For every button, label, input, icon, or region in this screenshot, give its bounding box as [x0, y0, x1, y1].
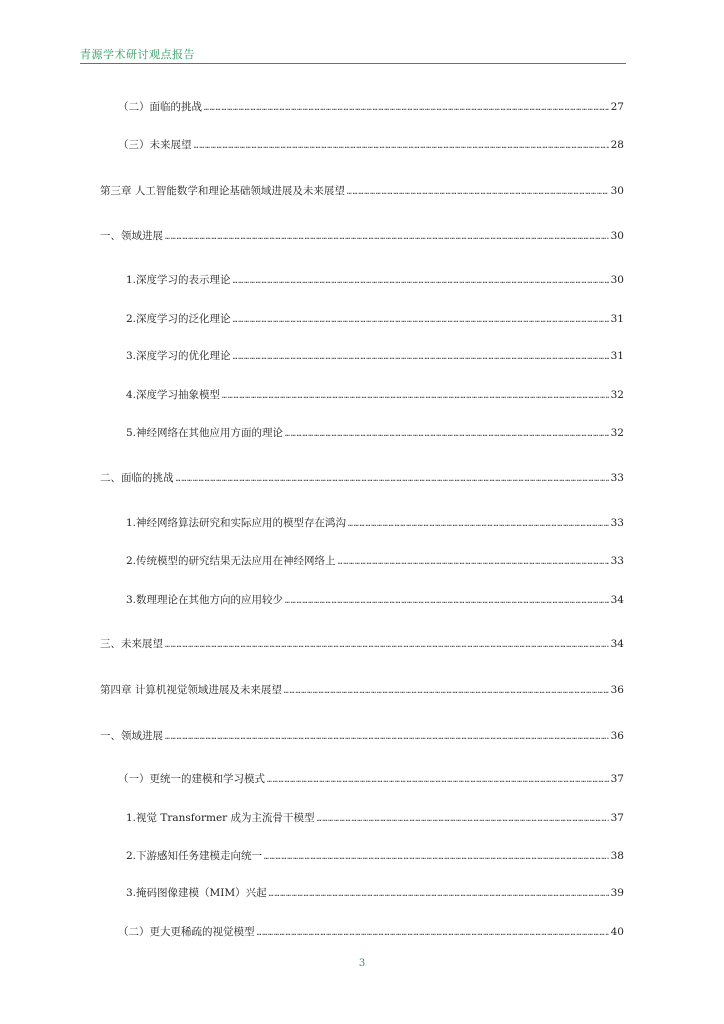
toc-entry[interactable] — [126, 811, 624, 826]
toc-entry-label: （三）未来展望 — [118, 139, 192, 151]
toc-leader-dots — [348, 517, 609, 531]
toc-entry-label: 3.深度学习的优化理论 — [126, 350, 231, 362]
toc-leader-dots — [165, 230, 609, 244]
toc-entry[interactable] — [100, 683, 624, 698]
toc-entry-page: 32 — [610, 389, 624, 401]
toc-leader-dots — [233, 313, 609, 327]
toc-leader-dots — [165, 730, 609, 744]
toc-leader-dots — [233, 274, 609, 288]
toc-entry-page: 33 — [610, 517, 624, 529]
toc-entry[interactable] — [118, 100, 624, 115]
toc-entry-label: 一、领域进展 — [100, 730, 163, 742]
toc-entry-page: 30 — [610, 230, 624, 242]
toc-entry-page: 32 — [610, 427, 624, 439]
toc-entry-page: 36 — [610, 730, 624, 742]
toc-entry[interactable] — [126, 388, 624, 403]
toc-entry-page: 40 — [610, 926, 624, 938]
toc-entry-page: 31 — [610, 350, 624, 362]
toc-leader-dots — [347, 185, 609, 199]
toc-entry-page: 27 — [610, 101, 624, 113]
toc-entry-label: （一）更统一的建模和学习模式 — [118, 773, 265, 785]
toc-leader-dots — [165, 638, 609, 652]
toc-entry[interactable] — [126, 516, 624, 531]
toc-entry-page: 37 — [610, 812, 624, 824]
toc-entry[interactable] — [100, 184, 624, 199]
toc-leader-dots — [257, 926, 609, 940]
toc-entry-page: 34 — [610, 594, 624, 606]
toc-entry[interactable] — [100, 729, 624, 744]
toc-entry-label: 2.下游感知任务建模走向统一 — [126, 850, 263, 862]
toc-entry[interactable] — [118, 925, 624, 940]
toc-entry[interactable] — [126, 349, 624, 364]
toc-entry-label: （二）更大更稀疏的视觉模型 — [118, 926, 255, 938]
toc-entry-page: 33 — [610, 472, 624, 484]
toc-entry[interactable] — [126, 849, 624, 864]
toc-entry[interactable] — [126, 554, 624, 569]
toc-entry-page: 39 — [610, 887, 624, 899]
page-number: 3 — [358, 958, 366, 969]
toc-leader-dots — [267, 773, 609, 787]
toc-leader-dots — [176, 472, 609, 486]
toc-entry[interactable] — [126, 273, 624, 288]
toc-entry-page: 28 — [610, 139, 624, 151]
toc-entry-label: （二）面临的挑战 — [118, 101, 202, 113]
toc-entry[interactable] — [100, 229, 624, 244]
toc-entry-page: 33 — [610, 555, 624, 567]
toc-entry-page: 36 — [610, 684, 624, 696]
toc-entry-label: 1.神经网络算法研究和实际应用的模型存在鸿沟 — [126, 517, 347, 529]
toc-entry-label: 1.深度学习的表示理论 — [126, 274, 231, 286]
toc-leader-dots — [269, 887, 609, 901]
toc-entry-label: 4.深度学习抽象模型 — [126, 389, 221, 401]
toc-leader-dots — [284, 684, 609, 698]
toc-entry[interactable] — [126, 593, 624, 608]
toc-leader-dots — [338, 555, 609, 569]
toc-entry-label: 1.视觉 Transformer 成为主流骨干模型 — [126, 812, 315, 824]
toc-leader-dots — [285, 427, 609, 441]
toc-entry[interactable] — [126, 886, 624, 901]
toc-entry[interactable] — [126, 426, 624, 441]
toc-entry[interactable] — [126, 312, 624, 327]
toc-entry[interactable] — [118, 138, 624, 153]
toc-entry[interactable] — [100, 471, 624, 486]
toc-entry-label: 第三章 人工智能数学和理论基础领域进展及未来展望 — [100, 185, 345, 197]
toc-leader-dots — [317, 812, 609, 826]
toc-entry-page: 34 — [610, 638, 624, 650]
toc-entry-page: 38 — [610, 850, 624, 862]
toc-entry-label: 3.数理理论在其他方向的应用较少 — [126, 594, 284, 606]
toc-leader-dots — [264, 850, 609, 864]
toc-leader-dots — [222, 389, 609, 403]
toc-entry-label: 一、领域进展 — [100, 230, 163, 242]
toc-entry-page: 30 — [610, 185, 624, 197]
toc-leader-dots — [233, 350, 609, 364]
toc-entry[interactable] — [100, 637, 624, 652]
toc-entry-label: 2.深度学习的泛化理论 — [126, 313, 231, 325]
toc-entry-label: 二、面临的挑战 — [100, 472, 174, 484]
toc-entry-label: 第四章 计算机视觉领域进展及未来展望 — [100, 684, 282, 696]
toc-entry-label: 5.神经网络在其他应用方面的理论 — [126, 427, 284, 439]
toc-entry-page: 37 — [610, 773, 624, 785]
toc-leader-dots — [194, 139, 609, 153]
toc-entry-label: 2.传统模型的研究结果无法应用在神经网络上 — [126, 555, 336, 567]
report-header-title: 青源学术研讨观点报告 — [80, 48, 195, 61]
toc-entry-label: 三、未来展望 — [100, 638, 163, 650]
toc-leader-dots — [204, 101, 609, 115]
toc-entry-label: 3.掩码图像建模（MIM）兴起 — [126, 887, 267, 899]
toc-entry[interactable] — [118, 772, 624, 787]
toc-entry-page: 30 — [610, 274, 624, 286]
toc-entry-page: 31 — [610, 313, 624, 325]
toc-leader-dots — [285, 594, 609, 608]
